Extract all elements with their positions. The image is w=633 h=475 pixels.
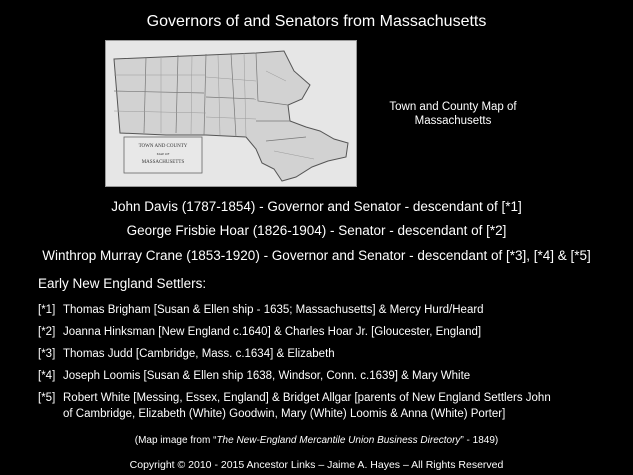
- settler-tag: [*4]: [38, 370, 56, 382]
- source-title: The New-England Mercantile Union Business Directory: [216, 435, 461, 446]
- copyright-notice: Copyright © 2010 - 2015 Ancestor Links – Jaime A. Hayes – All Rights Reserved: [129, 459, 504, 471]
- settler-text: Robert White [Messing, Essex, England] & Bridget Allgar [parents of New England Settlers John: [63, 392, 551, 404]
- map-drawing: [106, 41, 356, 186]
- governor-line-1: John Davis (1787-1854) - Governor and Senator - descendant of [*1]: [111, 199, 522, 214]
- settler-item-2: [38, 326, 481, 338]
- settler-tag: [*1]: [38, 304, 56, 316]
- settler-item-3: [38, 348, 335, 360]
- map-label-line3: MASSACHUSETTS: [141, 160, 185, 165]
- settler-tag: [*3]: [38, 348, 56, 360]
- settler-text: Joseph Loomis [Susan & Ellen ship 1638, Windsor, Conn. c.1639] & Mary White: [63, 370, 471, 382]
- source-prefix: (Map image from “: [134, 435, 217, 446]
- settler-tag: [*2]: [38, 326, 56, 338]
- settler-text: Joanna Hinksman [New England c.1640] & Charles Hoar Jr. [Gloucester, England]: [63, 326, 482, 338]
- governor-line-3: Winthrop Murray Crane (1853-1920) - Governor and Senator - descendant of [*3], [*4] & [*5]: [42, 248, 591, 263]
- governor-line-2: George Frisbie Hoar (1826-1904) - Senator - descendant of [*2]: [126, 223, 507, 238]
- map-label-line1: TOWN AND COUNTY: [138, 144, 188, 149]
- settler-text: Thomas Brigham [Susan & Ellen ship - 1635; Massachusetts] & Mercy Hurd/Heard: [63, 304, 484, 316]
- settler-item-5-continuation: of Cambridge, Elizabeth (White) Goodwin, Mary (White) Loomis & Anna (White) Porter]: [63, 408, 506, 420]
- settler-tag: [*5]: [38, 392, 56, 404]
- map-caption: Town and County Map of Massachusetts: [389, 101, 517, 127]
- source-suffix: ” - 1849): [460, 435, 499, 446]
- massachusetts-map-image: [105, 40, 357, 187]
- map-source-note: [0, 435, 633, 446]
- page-title: Governors of and Senators from Massachusetts: [146, 13, 487, 30]
- settler-item-5: [38, 392, 551, 404]
- settler-text: Thomas Judd [Cambridge, Mass. c.1634] & Elizabeth: [63, 348, 335, 360]
- map-label-line2: MAP OF: [156, 152, 170, 156]
- settler-item-1: [38, 304, 484, 316]
- settlers-heading: Early New England Settlers:: [38, 276, 207, 291]
- settler-item-4: [38, 370, 470, 382]
